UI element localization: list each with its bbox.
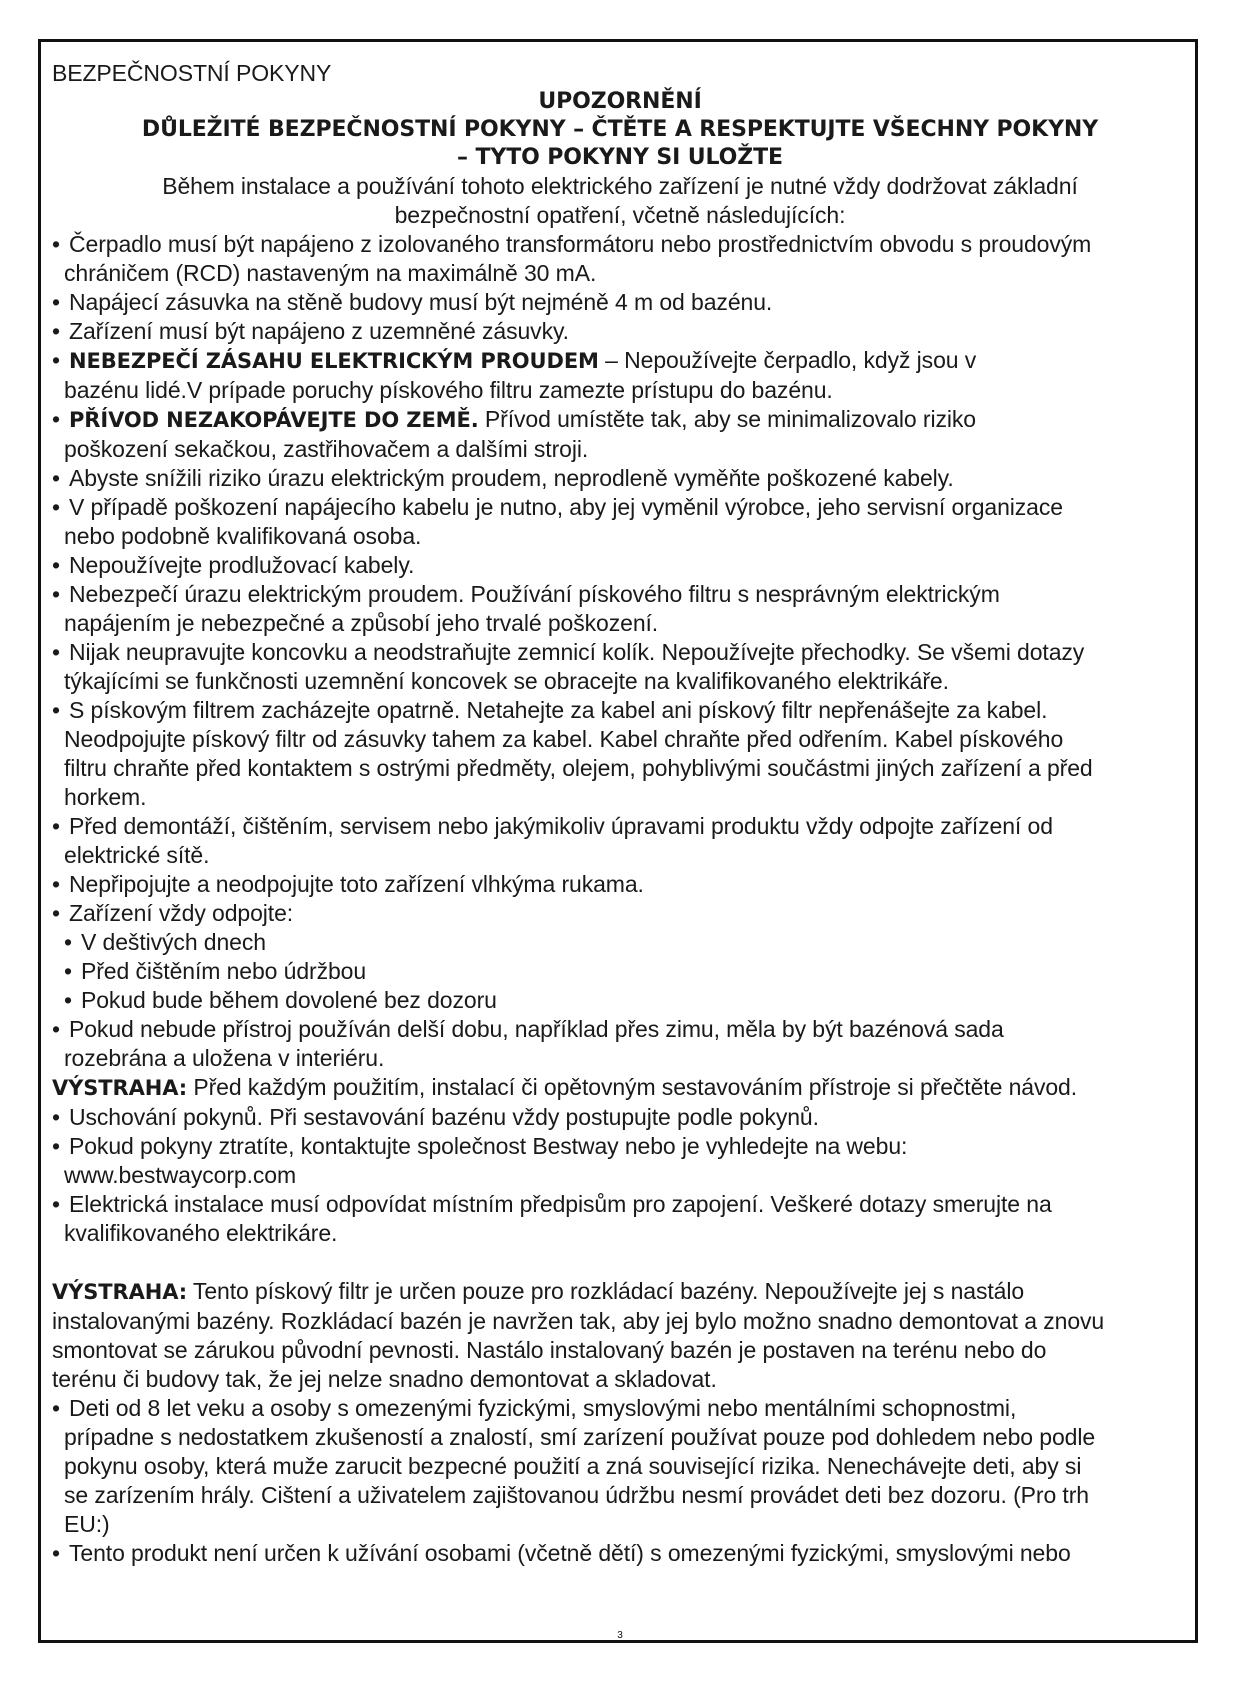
warning-text-line: smontovat se zárukou původní pevnosti. Nastálo instalovaný bazén je postaven na terénu nebo do: [52, 1337, 1047, 1363]
list-item: • Čerpadlo musí být napájeno z izolovaného transformátoru nebo prostřednictvím obvodu s proudovým: [52, 230, 1188, 259]
list-item-continuation: prípadne s nedostatkem zkušeností a znalostí, smí zarízení používat pouze pod dohledem nebo podle: [64, 1424, 1096, 1450]
cable-label: PŘÍVOD NEZAKOPÁVEJTE DO ZEMĚ.: [69, 408, 479, 432]
list-item-continuation: rozebrána a uložena v interiéru.: [64, 1045, 385, 1071]
list-item: • Elektrická instalace musí odpovídat místním předpisům pro zapojení. Veškeré dotazy smerujte na: [52, 1190, 1188, 1219]
cable-text: Přívod umístěte tak, aby se minimalizovalo riziko: [478, 406, 976, 432]
important-notice-line-1: DŮLEŽITÉ BEZPEČNOSTNÍ POKYNY – ČTĚTE A RESPEKTUJTE VŠECHNY POKYNY: [141, 117, 1099, 142]
list-item: • Před demontáží, čištěním, servisem nebo jakýmikoliv úpravami produktu vždy odpojte zařízení od: [52, 812, 1188, 841]
list-item-continuation: kvalifikovaného elektrikáre.: [64, 1220, 338, 1246]
list-item-continuation: pokynu osoby, která muže zarucit bezpecné použití a zná související rizika. Nenechávejte deti, aby si: [64, 1453, 1082, 1479]
list-item-continuation: chráničem (RCD) nastaveným na maximálně 30 mA.: [64, 260, 597, 286]
warning-text: Před každým použitím, instalací či opětovným sestavováním přístroje si přečtěte návod.: [187, 1074, 1078, 1100]
list-item: • Nepoužívejte prodlužovací kabely.: [52, 551, 1188, 580]
cable-item: [52, 405, 1188, 435]
list-item: • S pískovým filtrem zacházejte opatrně. Netahejte za kabel ani pískový filtr nepřenášejte za kabel.: [52, 696, 1188, 725]
list-item-continuation: nebo podobně kvalifikovaná osoba.: [64, 523, 422, 549]
list-item: • V případě poškození napájecího kabelu je nutno, aby jej vyměnil výrobce, jeho servisní organizace: [52, 493, 1188, 522]
list-item: • Abyste snížili riziko úrazu elektrickým proudem, neprodleně vyměňte poškozené kabely.: [52, 464, 1188, 493]
page-number: 3: [617, 1630, 623, 1641]
list-item: • Pokud nebude přístroj používán delší dobu, například přes zimu, měla by být bazénová sada: [52, 1015, 1188, 1044]
sub-list-item: • Pokud bude během dovolené bez dozoru: [52, 986, 1188, 1015]
warning-label: VÝSTRAHA:: [52, 1076, 188, 1100]
list-item: • Napájecí zásuvka na stěně budovy musí být nejméně 4 m od bazénu.: [52, 288, 1188, 317]
danger-item: [52, 346, 1188, 376]
list-item: • Zařízení vždy odpojte:: [52, 899, 1188, 928]
warning-text-line: instalovanými bazény. Rozkládací bazén je navržen tak, aby jej bylo možno snadno demontovat a znovu: [52, 1308, 1105, 1334]
list-item: • Nebezpečí úrazu elektrickým proudem. Používání pískového filtru s nesprávným elektrickým: [52, 580, 1188, 609]
list-item-continuation: filtru chraňte před kontaktem s ostrými předměty, olejem, pohyblivými součástmi jiných zařízení a před: [64, 755, 1093, 781]
warning-title: UPOZORNĚNÍ: [538, 89, 702, 114]
danger-text: – Nepoužívejte čerpadlo, když jsou v: [598, 347, 977, 373]
list-item-continuation: EU:): [64, 1511, 110, 1537]
important-notice-line-2: – TYTO POKYNY SI ULOŽTE: [457, 145, 783, 170]
list-item: • Pokud pokyny ztratíte, kontaktujte společnost Bestway nebo je vyhledejte na webu:: [52, 1132, 1188, 1161]
list-item: • Nepřipojujte a neodpojujte toto zařízení vlhkýma rukama.: [52, 870, 1188, 899]
list-item: • Nijak neupravujte koncovku a neodstraňujte zemnicí kolík. Nepoužívejte přechodky. Se všemi dotazy: [52, 638, 1188, 667]
list-item-continuation: napájením je nebezpečné a způsobí jeho trvalé poškození.: [64, 610, 659, 636]
sub-list-item: • V deštivých dnech: [52, 928, 1188, 957]
list-item: • Zařízení musí být napájeno z uzemněné zásuvky.: [52, 317, 1188, 346]
warning-label: VÝSTRAHA:: [52, 1280, 188, 1304]
section-heading: BEZPEČNOSTNÍ POKYNY: [52, 60, 332, 86]
warning-text: Tento pískový filtr je určen pouze pro rozkládací bazény. Nepoužívejte jej s nastálo: [187, 1278, 1025, 1304]
list-item-continuation: elektrické sítě.: [64, 842, 210, 868]
danger-label: NEBEZPEČÍ ZÁSAHU ELEKTRICKÝM PROUDEM: [69, 349, 599, 373]
list-item: • Uschování pokynů. Při sestavování bazénu vždy postupujte podle pokynů.: [52, 1103, 1188, 1132]
list-item-continuation: bazénu lidé.V prípade poruchy pískového filtru zamezte prístupu do bazénu.: [64, 377, 833, 403]
list-item-continuation: týkajícími se funkčnosti uzemnění koncovek se obracejte na kvalifikovaného elektrikáře.: [64, 668, 949, 694]
list-item-continuation: horkem.: [64, 784, 147, 810]
warning-paragraph-1: [52, 1073, 1188, 1103]
safety-instructions: [52, 58, 1188, 1568]
intro-line-2: bezpečnostní opatření, včetně následujících:: [394, 202, 846, 228]
list-item-continuation: poškození sekačkou, zastřihovačem a dalšími stroji.: [64, 436, 589, 462]
list-item: • Tento produkt není určen k užívání osobami (včetně dětí) s omezenými fyzickými, smyslovými nebo: [52, 1539, 1188, 1568]
website-url: www.bestwaycorp.com: [64, 1162, 297, 1188]
warning-text-line: terénu či budovy tak, že jej nelze snadno demontovat a skladovat.: [52, 1366, 717, 1392]
sub-list-item: • Před čištěním nebo údržbou: [52, 957, 1188, 986]
intro-line-1: Během instalace a používání tohoto elektrického zařízení je nutné vždy dodržovat základní: [162, 173, 1078, 199]
list-item: • Deti od 8 let veku a osoby s omezenými fyzickými, smyslovými nebo mentálními schopnostmi,: [52, 1394, 1188, 1423]
list-item-continuation: se zarízením hrály. Cištení a uživatelem zajištovanou údržbu nesmí provádet deti bez dozoru. (Pro trh: [64, 1482, 1089, 1508]
list-item-continuation: Neodpojujte pískový filtr od zásuvky tahem za kabel. Kabel chraňte před odřením. Kabel pískového: [64, 726, 1064, 752]
warning-paragraph-2: [52, 1277, 1188, 1307]
